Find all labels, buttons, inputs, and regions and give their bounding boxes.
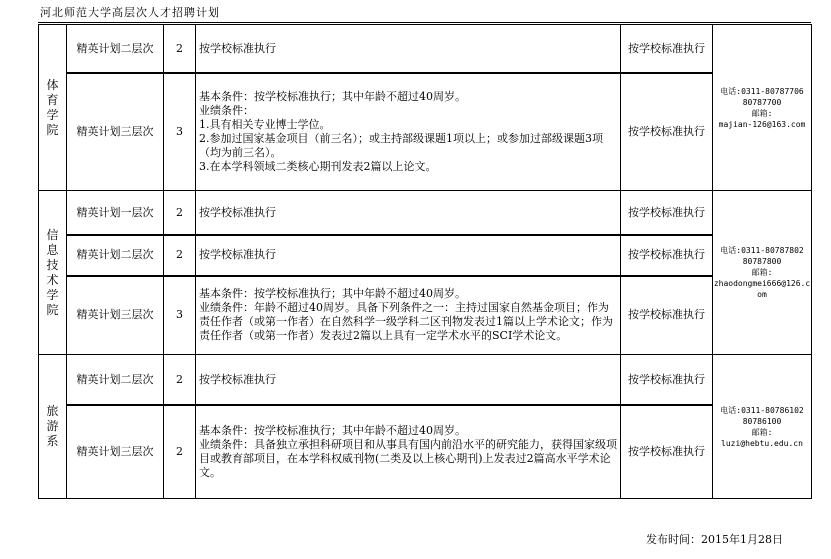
email-address: zhaodongmei666@126.com bbox=[713, 279, 811, 299]
condition-line: 按学校标准执行 bbox=[199, 372, 276, 386]
condition-line: 业绩条件： bbox=[199, 103, 254, 117]
plan-name: 精英计划二层次 bbox=[67, 25, 164, 73]
phone-label: 电话: bbox=[720, 246, 742, 255]
condition-line: 业绩条件：年龄不超过40周岁。具备下列条件之一：主持过国家自然基金项目；作为责任作者（或第一作者）在自然科学一级学科二区刊物发表过1篇以上学术论文；作为责任作者（或第一作者）发表过2篇以上具有一定学术水平的SCI学术论文。 bbox=[199, 301, 613, 342]
college-name-line: 系 bbox=[46, 434, 59, 448]
table-row bbox=[39, 355, 812, 405]
college-name-line: 信息 bbox=[46, 227, 59, 257]
conditions-cell bbox=[196, 25, 621, 73]
treatment-cell: 按学校标准执行 bbox=[621, 405, 713, 499]
document-header: 河北师范大学高层次人才招聘计划 bbox=[40, 6, 220, 19]
treatment-cell: 按学校标准执行 bbox=[621, 276, 713, 355]
college-name bbox=[39, 25, 67, 191]
phone-number: 0311-80786102 bbox=[741, 405, 804, 415]
condition-line: 基本条件：按学校标准执行；其中年龄不超过40周岁。 bbox=[199, 423, 466, 437]
email-label: 邮箱: bbox=[751, 108, 773, 118]
plan-level: 2 bbox=[164, 191, 196, 235]
publish-date: 发布时间：2015年1月28日 bbox=[646, 533, 783, 546]
email-address: luzi@hebtu.edu.cn bbox=[721, 438, 803, 448]
email-label: 邮箱: bbox=[751, 268, 773, 277]
table-row bbox=[39, 405, 812, 499]
phone-label: 电话: bbox=[720, 405, 742, 415]
phone-line bbox=[713, 86, 811, 97]
college-name-line: 技术 bbox=[46, 257, 59, 287]
plan-level: 2 bbox=[164, 405, 196, 499]
plan-level: 2 bbox=[164, 235, 196, 276]
plan-name: 精英计划二层次 bbox=[67, 235, 164, 276]
condition-line: 1.具有相关专业博士学位。 bbox=[199, 117, 331, 131]
college-name-line: 体育 bbox=[46, 77, 59, 107]
plan-name: 精英计划二层次 bbox=[67, 355, 164, 405]
conditions-cell bbox=[196, 191, 621, 235]
college-name-line: 旅游 bbox=[46, 404, 59, 433]
conditions-cell bbox=[196, 405, 621, 499]
plan-name: 精英计划三层次 bbox=[67, 276, 164, 355]
contact-info bbox=[713, 191, 812, 355]
plan-level: 2 bbox=[164, 355, 196, 405]
treatment-cell: 按学校标准执行 bbox=[621, 191, 713, 235]
phone-line bbox=[713, 405, 811, 416]
college-name bbox=[39, 191, 67, 355]
contact-info bbox=[713, 25, 812, 191]
conditions-cell bbox=[196, 355, 621, 405]
phone-line bbox=[713, 245, 811, 256]
treatment-cell: 按学校标准执行 bbox=[621, 73, 713, 191]
condition-line: 按学校标准执行 bbox=[199, 205, 276, 219]
table-row bbox=[39, 276, 812, 355]
college-name bbox=[39, 355, 67, 499]
condition-line: 业绩条件：具备独立承担科研项目和从事具有国内前沿水平的研究能力，获得国家级项目或教育部项目，在本学科权威刊物(二类及以上核心期刊)上发表过2篇高水平学术论文。 bbox=[199, 437, 617, 479]
table-row bbox=[39, 25, 812, 73]
treatment-cell: 按学校标准执行 bbox=[621, 25, 713, 73]
condition-line: 基本条件：按学校标准执行；其中年龄不超过40周岁。 bbox=[199, 287, 466, 300]
plan-level: 2 bbox=[164, 25, 196, 73]
treatment-cell: 按学校标准执行 bbox=[621, 235, 713, 276]
plan-name: 精英计划一层次 bbox=[67, 191, 164, 235]
conditions-cell bbox=[196, 276, 621, 355]
condition-line: 基本条件：按学校标准执行；其中年龄不超过40周岁。 bbox=[199, 89, 466, 103]
condition-line: 3.在本学科领域二类核心期刊发表2篇以上论文。 bbox=[199, 159, 437, 173]
contact-info bbox=[713, 355, 812, 499]
header-divider bbox=[38, 22, 811, 23]
plan-level: 3 bbox=[164, 276, 196, 355]
phone-secondary: 80787700 bbox=[742, 97, 782, 107]
treatment-cell: 按学校标准执行 bbox=[621, 355, 713, 405]
phone-secondary: 80787800 bbox=[742, 257, 782, 266]
table-row bbox=[39, 73, 812, 191]
phone-secondary: 80786100 bbox=[742, 416, 782, 426]
email-label: 邮箱: bbox=[751, 427, 773, 437]
recruitment-table bbox=[38, 24, 812, 499]
phone-label: 电话: bbox=[720, 86, 742, 96]
phone-number: 0311-80787706 bbox=[741, 86, 804, 96]
condition-line: 按学校标准执行 bbox=[199, 248, 276, 261]
plan-name: 精英计划三层次 bbox=[67, 405, 164, 499]
college-name-line: 学院 bbox=[46, 287, 59, 317]
table-row bbox=[39, 235, 812, 276]
plan-level: 3 bbox=[164, 73, 196, 191]
college-name-line: 学院 bbox=[46, 107, 59, 137]
conditions-cell bbox=[196, 73, 621, 191]
condition-line: 按学校标准执行 bbox=[199, 41, 276, 55]
condition-line: 2.参加过国家基金项目（前三名）；或主持部级课题1项以上；或参加过部级课题3项（均为前三名）。 bbox=[199, 131, 603, 159]
phone-number: 0311-80787802 bbox=[741, 246, 804, 255]
conditions-cell bbox=[196, 235, 621, 276]
email-address: majian-126@163.com bbox=[718, 119, 806, 129]
table-row bbox=[39, 191, 812, 235]
plan-name: 精英计划三层次 bbox=[67, 73, 164, 191]
